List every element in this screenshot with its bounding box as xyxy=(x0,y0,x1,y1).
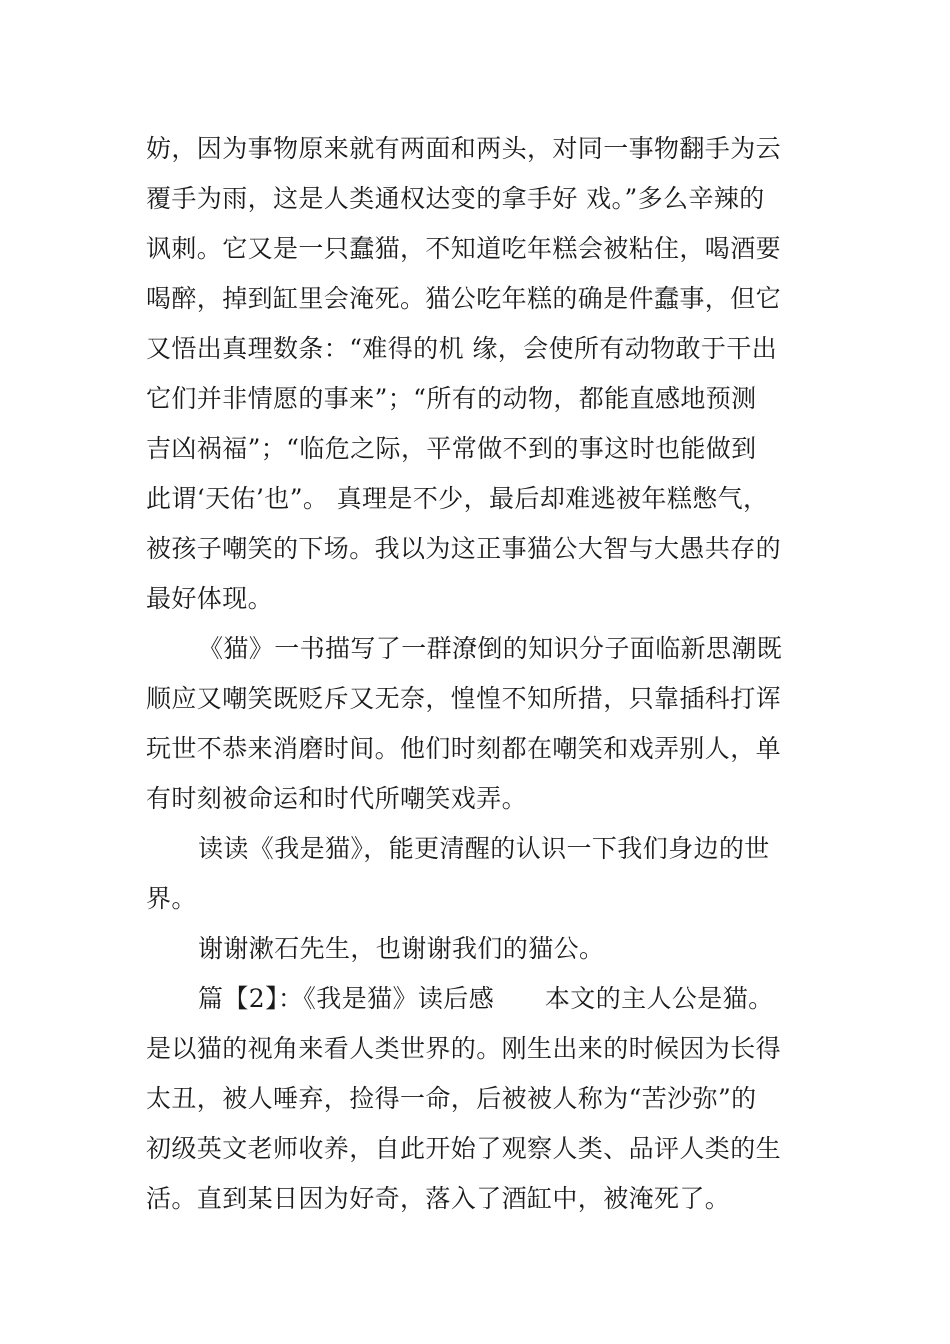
paragraph-1-line-9: 被孩子嘲笑的下场。我以为这正事猫公大智与大愚共存的 xyxy=(146,534,782,563)
paragraph-5-line-3: 太丑，被人唾弃，捡得一命，后被被人称为“苦沙弥”的 xyxy=(146,1084,757,1113)
paragraph-1-line-2: 覆手为雨，这是人类通权达变的拿手好 戏。”多么辛辣的 xyxy=(146,184,765,213)
paragraph-1-line-6: 它们并非情愿的事来”；“所有的动物，都能直感地预测 xyxy=(146,384,757,413)
paragraph-5-line-1: 篇【2】：《我是猫》读后感 本文的主人公是猫。 xyxy=(198,984,774,1013)
paragraph-1-line-7: 吉凶祸福”；“临危之际，平常做不到的事这时也能做到 xyxy=(146,434,757,463)
paragraph-2-line-3: 玩世不恭来消磨时间。他们时刻都在嘲笑和戏弄别人，单 xyxy=(146,734,782,763)
paragraph-2-line-2: 顺应又嘲笑既贬斥又无奈，惶惶不知所措，只靠插科打诨 xyxy=(146,684,782,713)
paragraph-1-line-4: 喝醉，掉到缸里会淹死。猫公吃年糕的确是件蠢事，但它 xyxy=(146,284,782,313)
paragraph-5-line-5: 活。直到某日因为好奇，落入了酒缸中，被淹死了。 xyxy=(146,1184,731,1213)
paragraph-5-line-2: 是以猫的视角来看人类世界的。刚生出来的时候因为长得 xyxy=(146,1034,782,1063)
paragraph-2-line-1: 《猫》一书描写了一群潦倒的知识分子面临新思潮既 xyxy=(198,634,783,663)
paragraph-5-line-4: 初级英文老师收养，自此开始了观察人类、品评人类的生 xyxy=(146,1134,782,1163)
paragraph-4-line-1: 谢谢漱石先生，也谢谢我们的猫公。 xyxy=(198,934,605,963)
paragraph-2-line-4: 有时刻被命运和时代所嘲笑戏弄。 xyxy=(146,784,528,813)
paragraph-1-line-8: 此谓‘天佑’也”。 真理是不少，最后却难逃被年糕憋气， xyxy=(146,484,769,513)
paragraph-1-line-5: 又悟出真理数条：“难得的机 缘，会使所有动物敢于干出 xyxy=(146,334,778,363)
paragraph-3-line-1: 读读《我是猫》，能更清醒的认识一下我们身边的世 xyxy=(198,834,770,863)
paragraph-1-line-3: 讽刺。它又是一只蠢猫，不知道吃年糕会被粘住，喝酒要 xyxy=(146,234,782,263)
paragraph-3-line-2: 界。 xyxy=(146,884,197,913)
paragraph-1-line-1: 妨，因为事物原来就有两面和两头，对同一事物翻手为云 xyxy=(146,134,782,163)
paragraph-1-line-10: 最好体现。 xyxy=(146,584,274,613)
